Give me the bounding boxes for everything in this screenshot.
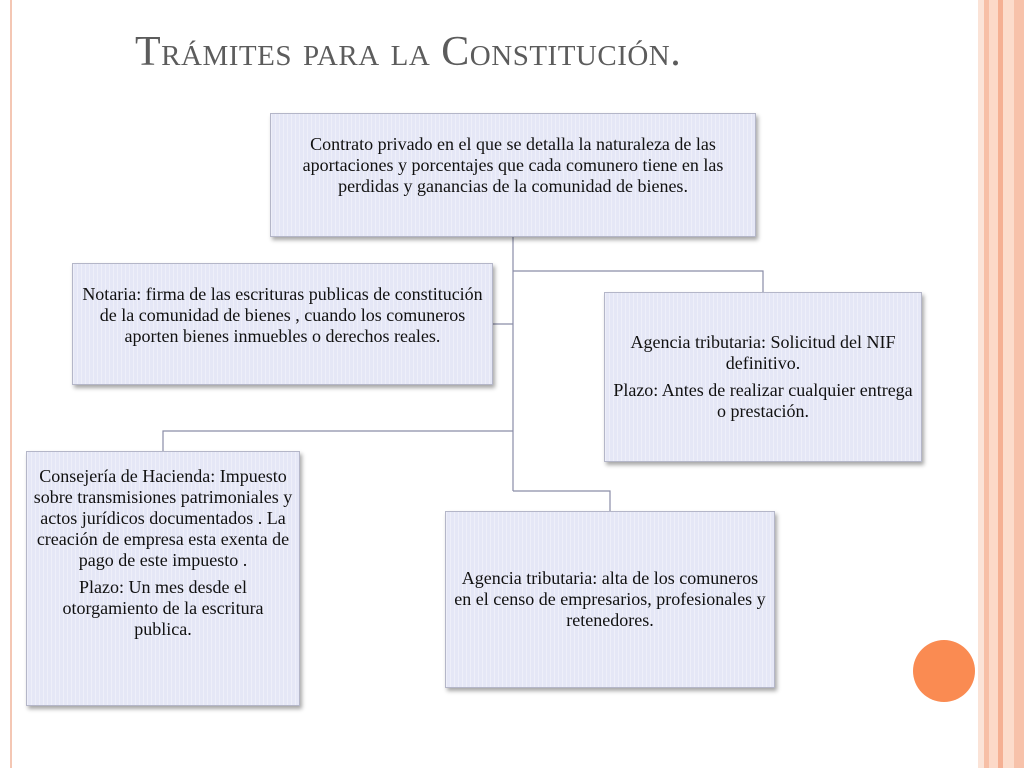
- slide-title: Trámites para la Constitución.: [135, 29, 682, 75]
- connector-agency-census: [513, 491, 610, 511]
- connector-hacienda: [163, 431, 513, 451]
- node-hacienda-text: Consejería de Hacienda: Impuesto sobre transmisiones patrimoniales y actos jurídicos documentados . La creación de empresa esta exenta de pago de este impuesto .: [33, 466, 293, 570]
- node-notary-text: Notaria: firma de las escrituras publicas de constitución de la comunidad de bienes , cuando los comuneros aporten bienes inmuebles o derechos reales.: [82, 284, 483, 346]
- decorative-orange-circle: [913, 640, 975, 702]
- node-notary: [72, 263, 493, 385]
- node-agency-nif: [604, 292, 922, 462]
- node-hacienda: [26, 451, 300, 706]
- node-agency-nif-text: Agencia tributaria: Solicitud del NIF definitivo.: [630, 332, 896, 373]
- node-private-contract: [270, 113, 756, 237]
- node-agency-census: [445, 511, 775, 688]
- node-hacienda-deadline: Plazo: Un mes desde el otorgamiento de la escritura publica.: [62, 577, 264, 639]
- node-agency-nif-deadline: Plazo: Antes de realizar cualquier entrega o prestación.: [613, 380, 913, 421]
- node-agency-census-text: Agencia tributaria: alta de los comuneros en el censo de empresarios, profesionales y retenedores.: [454, 568, 766, 630]
- node-private-contract-text: Contrato privado en el que se detalla la naturaleza de las aportaciones y porcentajes que cada comunero tiene en las perdidas y ganancias de la comunidad de bienes.: [302, 134, 724, 196]
- connector-agency-nif: [513, 271, 763, 292]
